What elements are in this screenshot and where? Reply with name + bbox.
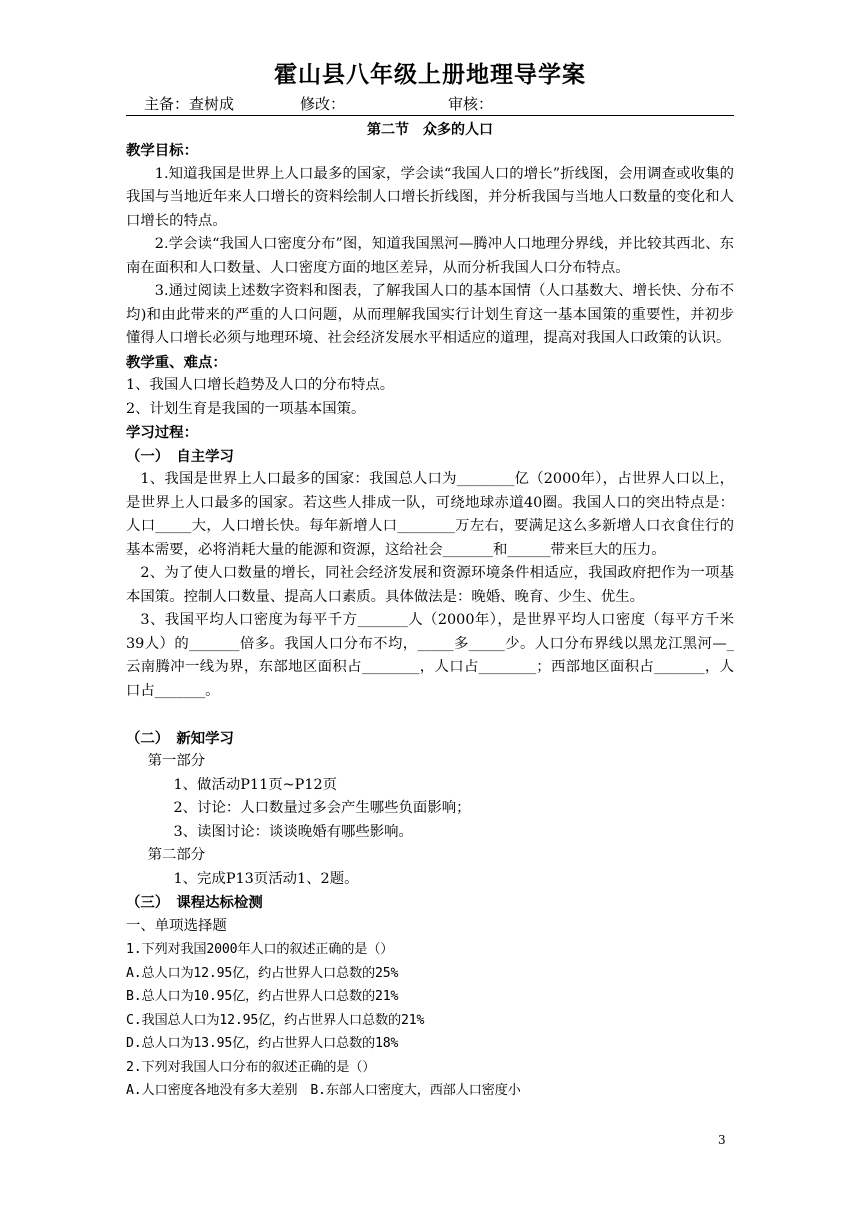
document-title: 霍山县八年级上册地理导学案 xyxy=(274,61,586,88)
self-study-item: 1、我国是世界上人口最多的国家：我国总人口为________亿（2000年），占世界人口以上，是世界上人口最多的国家。若这些人排成一队，可绕地球赤道40圈。我国人口的突出特点是：人口_____大，人口增长快。每年新增人口________万左右，要满足这么多新增人口衣食住行的基本需要，必将消耗大量的能源和资源，这给社会_______和______带来巨大的压力。 xyxy=(126,471,734,558)
author-label: 主备：查树成 xyxy=(144,95,235,113)
key-point-item: 1、我国人口增长趋势及人口的分布特点。 xyxy=(126,377,395,393)
objective-item: 2.学会读“我国人口密度分布”图，知道我国黑河—腾冲人口地理分界线，并比较其西北、东南在面积和人口数量、人口密度方面的地区差异，从而分析我国人口分布特点。 xyxy=(126,236,734,276)
check-heading: （三） 课程达标检测 xyxy=(126,894,263,911)
part1-label: 第一部分 xyxy=(147,753,206,769)
spacer xyxy=(126,703,734,727)
objective-item: 3.通过阅读上述数字资料和图表，了解我国人口的基本国情（人口基数大、增长快、分布不均)和由此带来的严重的人口问题，从而理解我国实行计划生育这一基本国策的重要性，并初步懂得人口增长必须与地理环境、社会经济发展水平相适应的道理，提高对我国人口政策的认识。 xyxy=(126,283,734,346)
question-1-option: C.我国总人口为12.95亿，约占世界人口总数的21% xyxy=(126,1012,425,1028)
self-study-heading: （一） 自主学习 xyxy=(126,447,234,465)
check-section-label: 一、单项选择题 xyxy=(126,917,227,934)
reviewer-label: 审核： xyxy=(448,95,494,113)
question-1-option: A.总人口为12.95亿，约占世界人口总数的25% xyxy=(126,965,399,981)
key-points-heading: 教学重、难点： xyxy=(126,353,227,371)
part1-item: 2、讨论：人口数量过多会产生哪些负面影响； xyxy=(173,800,471,816)
process-heading: 学习过程： xyxy=(126,424,198,441)
part2-item: 1、完成P13页活动1、2题。 xyxy=(173,870,359,887)
new-knowledge-heading: （二） 新知学习 xyxy=(126,729,234,747)
self-study-item: 2、为了使人口数量的增长，同社会经济发展和资源环境条件相适应，我国政府把作为一项基本国策。控制人口数量、提高人口素质。具体做法是：晚婚、晚育、少生、优生。 xyxy=(126,565,734,605)
question-1: 1.下列对我国2000年人口的叙述正确的是（） xyxy=(126,942,394,957)
question-2: 2.下列对我国人口分布的叙述正确的是（） xyxy=(126,1059,376,1075)
question-1-option: B.总人口为10.95亿，约占世界人口总数的21% xyxy=(126,989,399,1004)
objective-item: 1.知道我国是世界上人口最多的国家，学会读“我国人口的增长”折线图，会用调查或收集的我国与当地近年来人口增长的资料绘制人口增长折线图，并分析我国与当地人口数量的变化和人口增长的特点。 xyxy=(126,165,734,229)
question-2-options: A.人口密度各地没有多大差别 B.东部人口密度大，西部人口密度小 xyxy=(126,1083,521,1098)
author-line xyxy=(126,93,734,116)
part1-item: 3、读图讨论：谈谈晚婚有哪些影响。 xyxy=(173,823,413,840)
key-point-item: 2、计划生育是我国的一项基本国策。 xyxy=(126,400,366,417)
page-number: 3 xyxy=(718,1133,726,1147)
editor-label: 修改： xyxy=(300,95,346,113)
document-body xyxy=(126,139,734,1103)
objectives-heading: 教学目标： xyxy=(126,142,198,159)
lesson-title: 第二节 众多的人口 xyxy=(367,122,493,138)
part2-label: 第二部分 xyxy=(147,847,206,863)
question-1-option: D.总人口为13.95亿，约占世界人口总数的18% xyxy=(126,1036,399,1051)
self-study-item: 3、我国平均人口密度为每平千方_______人（2000年），是世界平均人口密度（每平方千米39人）的_______倍多。我国人口分布不均，_____多_____少。人口分布界线以黑龙江黑河—_云南腾冲一线为界，东部地区面积占________，人口占________；西部地区面积占_______，人口占_______。 xyxy=(126,612,734,699)
part1-item: 1、做活动P11页~P12页 xyxy=(173,776,338,793)
